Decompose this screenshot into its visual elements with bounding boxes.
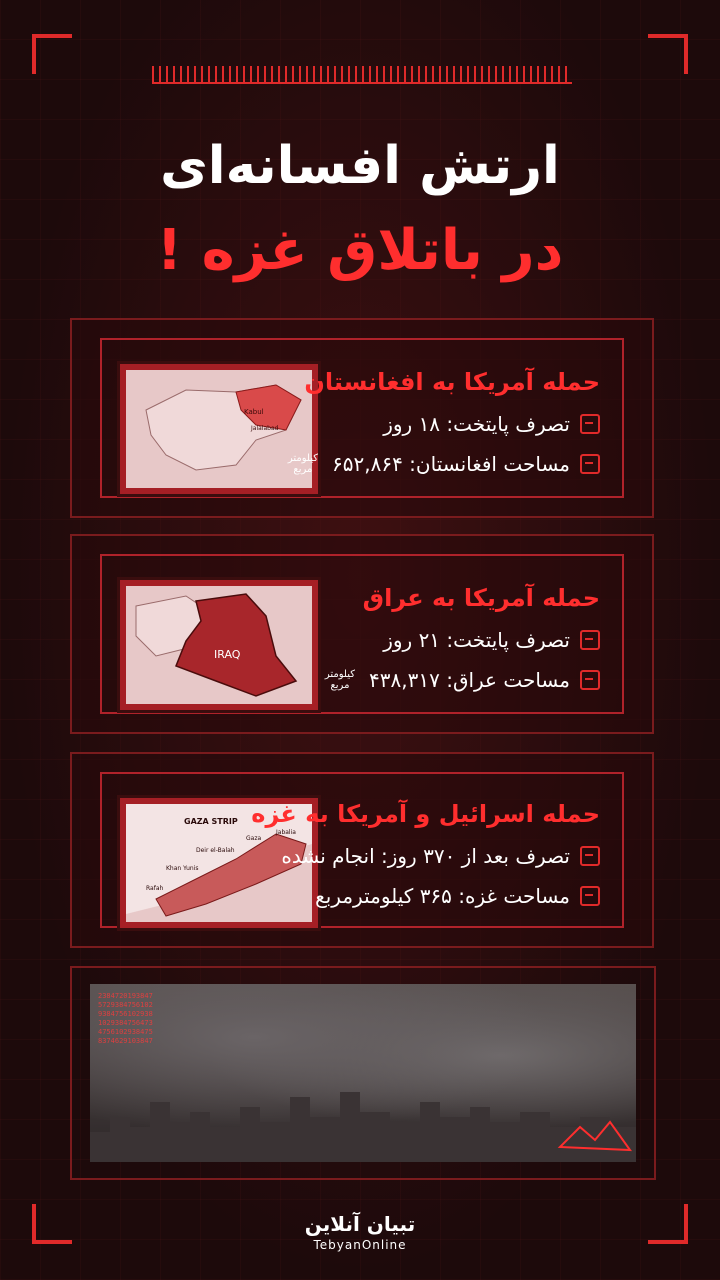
- map-label: Rafah: [146, 885, 164, 892]
- info-row-capital: [288, 412, 600, 436]
- door-icon: [580, 846, 600, 866]
- info-row-area: [325, 668, 600, 692]
- logo-persian: تبیان آنلاین: [304, 1212, 416, 1236]
- info-row-area: [288, 452, 600, 476]
- card-afghanistan: [70, 318, 654, 518]
- area-text: مساحت افغانستان: ۶۵۲,۸۶۴: [332, 452, 570, 476]
- corner-bracket-top-right: [648, 34, 688, 74]
- unit-label: کیلومتر مربع: [287, 453, 318, 475]
- info-row-capital: [251, 844, 600, 868]
- map-label: IRAQ: [214, 648, 241, 661]
- map-label: Khan Yunis: [166, 865, 199, 872]
- title-line-2: در باتلاق غزه !: [156, 218, 564, 283]
- corner-bracket-top-left: [32, 34, 72, 74]
- map-label: Jabalia: [276, 829, 296, 836]
- card-info: [325, 584, 600, 692]
- map-label: Deir el-Balah: [196, 847, 235, 854]
- card-gaza: [70, 752, 654, 948]
- capital-text: تصرف بعد از ۳۷۰ روز: انجام نشده: [281, 844, 570, 868]
- city-skyline: [90, 1072, 636, 1162]
- card-heading: حمله آمریکا به افغانستان: [304, 368, 600, 396]
- card-heading: حمله آمریکا به عراق: [362, 584, 600, 612]
- capital-text: تصرف پایتخت: ۱۸ روز: [383, 412, 570, 436]
- area-icon: [580, 670, 600, 690]
- card-iraq: [70, 534, 654, 734]
- ruler-decoration: [152, 66, 572, 84]
- photo-frame: [90, 984, 636, 1162]
- card-info: [251, 800, 600, 908]
- area-text: مساحت غزه: ۳۶۵ کیلومترمربع: [315, 884, 570, 908]
- info-row-capital: [325, 628, 600, 652]
- title-line-1: ارتش افسانه‌ای: [160, 136, 560, 196]
- unit-label: کیلومتر مربع: [324, 669, 356, 691]
- map-label: GAZA STRIP: [184, 817, 238, 826]
- logo-english: TebyanOnline: [313, 1238, 407, 1252]
- map-label: Gaza: [246, 835, 262, 842]
- gaza-destruction-photo: [70, 966, 656, 1180]
- iraq-map-graphic: [126, 586, 312, 704]
- area-icon: [580, 454, 600, 474]
- map-label: Jalalabad: [251, 425, 279, 432]
- info-row-area: [251, 884, 600, 908]
- door-icon: [580, 414, 600, 434]
- brand-logo: [0, 1212, 720, 1252]
- data-code-overlay: 2384720193847 5729384756102 9384756102938 1029384756473 4756102938475 8374629103847: [98, 992, 153, 1045]
- map-iraq: [120, 580, 318, 710]
- afghanistan-map-graphic: [126, 370, 312, 488]
- door-icon: [580, 630, 600, 650]
- area-icon: [580, 886, 600, 906]
- area-text: مساحت عراق: ۴۳۸,۳۱۷: [369, 668, 570, 692]
- capital-text: تصرف پایتخت: ۲۱ روز: [383, 628, 570, 652]
- card-info: [288, 368, 600, 476]
- map-label: Kabul: [244, 408, 264, 416]
- card-heading: حمله اسرائیل و آمریکا به غزه: [251, 800, 600, 828]
